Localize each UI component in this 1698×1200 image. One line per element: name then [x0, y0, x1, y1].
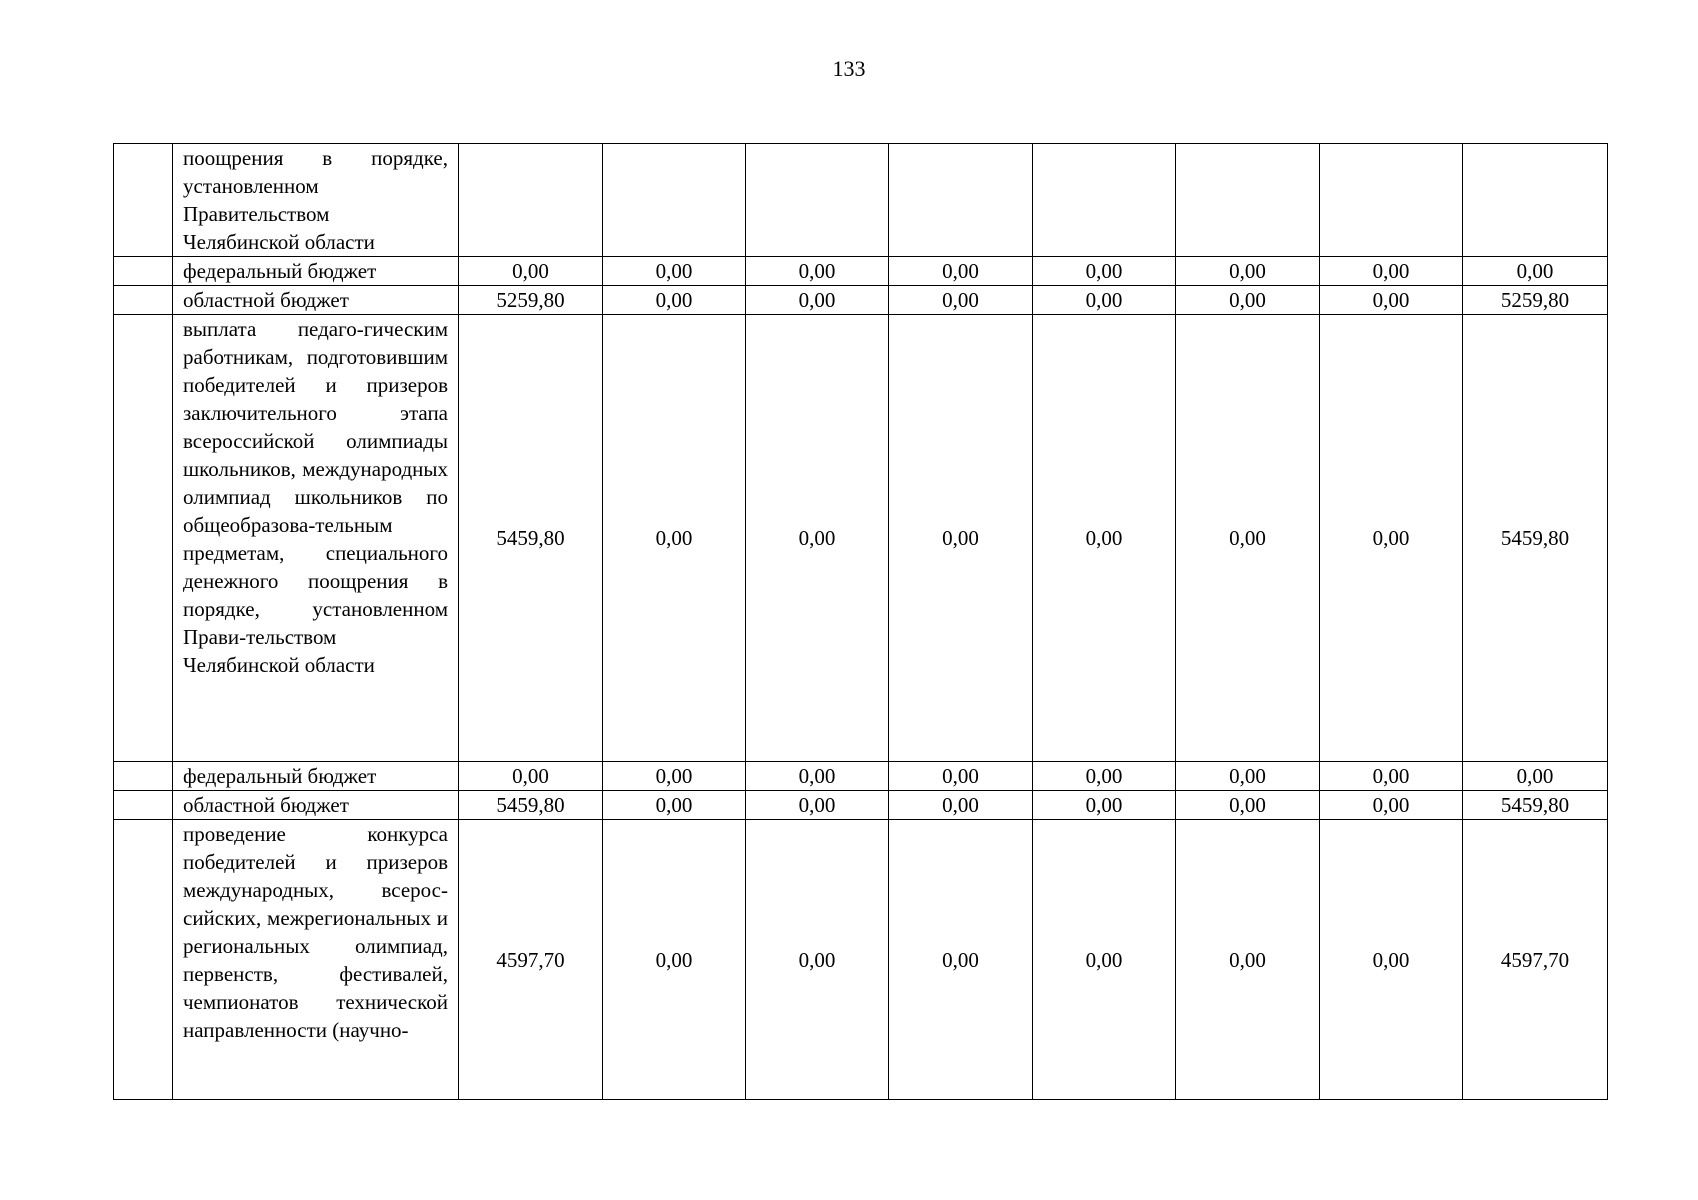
value-cell: 5259,80: [459, 286, 603, 315]
value-cell: 0,00: [1176, 286, 1320, 315]
budget-table: [113, 143, 1608, 1100]
table-row: [114, 791, 1608, 820]
value-cell: 0,00: [1320, 762, 1463, 791]
index-cell: [114, 791, 173, 820]
value-cell: [889, 144, 1033, 257]
value-cell: [459, 144, 603, 257]
table-row: [114, 144, 1608, 257]
value-cell: 0,00: [1033, 257, 1176, 286]
row-name-cell: федеральный бюджет: [173, 762, 459, 791]
value-cell: 0,00: [603, 762, 746, 791]
value-cell: 0,00: [603, 315, 746, 762]
value-cell: 5459,80: [459, 791, 603, 820]
value-cell: 0,00: [603, 257, 746, 286]
table-row: [114, 257, 1608, 286]
value-cell: 0,00: [746, 820, 889, 1100]
page-number: 133: [832, 56, 866, 81]
value-cell: 0,00: [746, 315, 889, 762]
value-cell: 0,00: [603, 791, 746, 820]
value-cell: [1320, 144, 1463, 257]
value-cell: 0,00: [1176, 762, 1320, 791]
table-row: [114, 315, 1608, 762]
value-cell: 0,00: [746, 791, 889, 820]
value-cell: 5459,80: [1463, 791, 1608, 820]
value-cell: 0,00: [1176, 257, 1320, 286]
value-cell: 0,00: [1033, 315, 1176, 762]
value-cell: 0,00: [746, 286, 889, 315]
row-name-cell: проведение конкурса победителей и призеров международных, всерос-сийских, межрегиональных и региональных олимпиад, первенств, фестивалей, чемпионатов технической направленности (научно-: [173, 820, 459, 1100]
value-cell: 0,00: [889, 315, 1033, 762]
row-name-cell: федеральный бюджет: [173, 257, 459, 286]
value-cell: 0,00: [1176, 820, 1320, 1100]
value-cell: 0,00: [1320, 286, 1463, 315]
value-cell: 0,00: [1176, 315, 1320, 762]
value-cell: 0,00: [746, 257, 889, 286]
value-cell: [746, 144, 889, 257]
value-cell: 0,00: [889, 762, 1033, 791]
value-cell: 0,00: [459, 257, 603, 286]
row-name-cell: областной бюджет: [173, 286, 459, 315]
value-cell: [1176, 144, 1320, 257]
value-cell: 5459,80: [459, 315, 603, 762]
value-cell: 0,00: [1176, 791, 1320, 820]
value-cell: 0,00: [1033, 791, 1176, 820]
index-cell: [114, 257, 173, 286]
value-cell: 0,00: [459, 762, 603, 791]
table-row: [114, 762, 1608, 791]
row-name-cell: областной бюджет: [173, 791, 459, 820]
value-cell: [1033, 144, 1176, 257]
value-cell: 0,00: [1320, 791, 1463, 820]
value-cell: 5459,80: [1463, 315, 1608, 762]
value-cell: 0,00: [889, 257, 1033, 286]
value-cell: 0,00: [889, 820, 1033, 1100]
value-cell: 0,00: [603, 820, 746, 1100]
value-cell: 5259,80: [1463, 286, 1608, 315]
value-cell: 0,00: [1463, 257, 1608, 286]
table-row: [114, 286, 1608, 315]
index-cell: [114, 315, 173, 762]
index-cell: [114, 144, 173, 257]
value-cell: 0,00: [603, 286, 746, 315]
value-cell: 0,00: [1033, 286, 1176, 315]
value-cell: 0,00: [889, 286, 1033, 315]
value-cell: 0,00: [746, 762, 889, 791]
index-cell: [114, 286, 173, 315]
value-cell: 0,00: [1320, 820, 1463, 1100]
value-cell: 0,00: [1320, 315, 1463, 762]
value-cell: [603, 144, 746, 257]
value-cell: 0,00: [889, 791, 1033, 820]
value-cell: 0,00: [1033, 762, 1176, 791]
index-cell: [114, 820, 173, 1100]
value-cell: 0,00: [1320, 257, 1463, 286]
table-row: [114, 820, 1608, 1100]
value-cell: [1463, 144, 1608, 257]
value-cell: 4597,70: [1463, 820, 1608, 1100]
row-name-cell: поощрения в порядке, установленном Правительством Челябинской области: [173, 144, 459, 257]
value-cell: 4597,70: [459, 820, 603, 1100]
value-cell: 0,00: [1463, 762, 1608, 791]
row-name-cell: выплата педаго-гическим работникам, подготовившим победителей и призеров заключительного этапа всероссийской олимпиады школьников, международных олимпиад школьников по общеобразова-тельным предметам, специального денежного поощрения в порядке, установленном Прави-тельством Челябинской области: [173, 315, 459, 762]
value-cell: 0,00: [1033, 820, 1176, 1100]
index-cell: [114, 762, 173, 791]
